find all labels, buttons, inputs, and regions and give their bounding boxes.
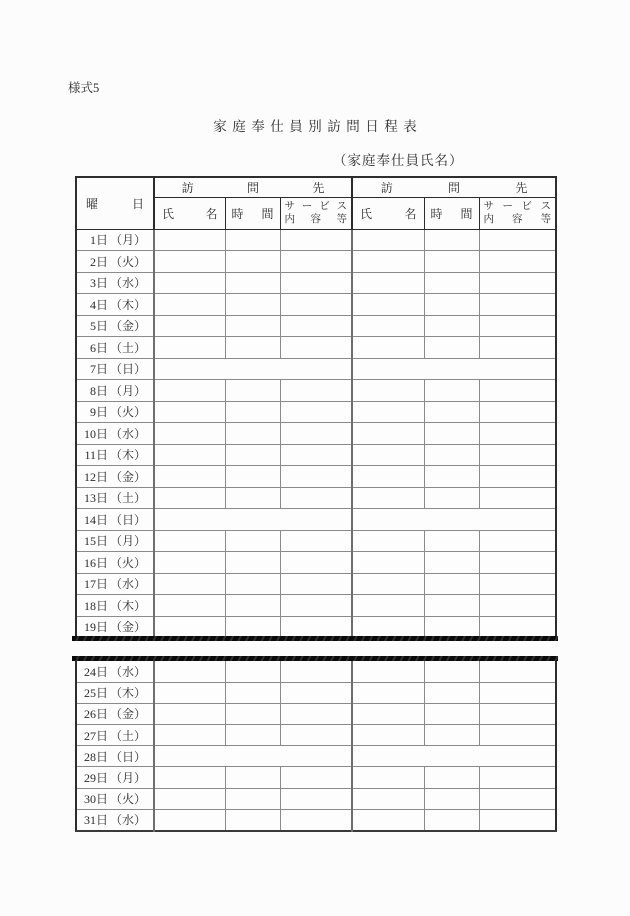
entry-cell (154, 616, 225, 638)
entry-cell (352, 767, 424, 788)
entry-cell (280, 552, 352, 574)
entry-cell-merged (154, 746, 352, 767)
schedule-table-upper (75, 176, 557, 638)
entry-cell (154, 229, 225, 251)
entry-cell (479, 315, 556, 337)
entry-cell (225, 423, 280, 445)
entry-cell (225, 251, 280, 273)
upper-rows (76, 229, 556, 638)
entry-cell (225, 315, 280, 337)
day-number: 5日 (89, 319, 108, 334)
entry-cell (280, 767, 352, 788)
weekday-label: （土） (110, 340, 147, 355)
entry-cell (479, 809, 556, 830)
weekday-label: （金） (110, 620, 147, 635)
service-header-line2: 内 容 等 (284, 214, 348, 225)
schedule-row (76, 380, 556, 402)
entry-cell (479, 682, 556, 703)
entry-cell (225, 661, 280, 682)
entry-cell (352, 294, 424, 316)
day-number: 7日 (89, 362, 108, 377)
day-cell (76, 703, 154, 724)
day-number: 26日 (83, 707, 108, 722)
visit-group-header-1 (154, 177, 352, 197)
weekday-label: （水） (110, 426, 147, 441)
entry-cell (154, 315, 225, 337)
day-cell (76, 466, 154, 488)
entry-cell (479, 229, 556, 251)
entry-cell (424, 573, 479, 595)
schedule-row (76, 682, 556, 703)
weekday-label: （月） (110, 383, 147, 398)
weekday-label: （木） (110, 448, 147, 463)
day-cell (76, 380, 154, 402)
time-header-text: 時 間 (430, 206, 473, 221)
entry-cell (154, 380, 225, 402)
entry-cell (352, 682, 424, 703)
schedule-row (76, 809, 556, 830)
schedule-row (76, 746, 556, 767)
entry-cell (280, 661, 352, 682)
entry-cell (479, 703, 556, 724)
entry-cell (424, 423, 479, 445)
day-cell (76, 337, 154, 359)
day-cell (76, 444, 154, 466)
entry-cell (154, 682, 225, 703)
entry-cell (352, 423, 424, 445)
entry-cell (280, 616, 352, 638)
schedule-row (76, 725, 556, 746)
page-cut-line-top (72, 636, 558, 641)
day-cell (76, 358, 154, 380)
schedule-row (76, 661, 556, 682)
entry-cell (225, 487, 280, 509)
schedule-row (76, 552, 556, 574)
name-column-header-1 (154, 197, 225, 229)
day-cell (76, 725, 154, 746)
schedule-row (76, 423, 556, 445)
entry-cell (479, 294, 556, 316)
entry-cell (154, 423, 225, 445)
time-column-header-2 (424, 197, 479, 229)
entry-cell (225, 725, 280, 746)
entry-cell-merged (154, 509, 352, 531)
entry-cell (479, 401, 556, 423)
name-header-text: 氏 名 (162, 206, 218, 221)
entry-cell (424, 703, 479, 724)
entry-cell (154, 595, 225, 617)
entry-cell (225, 466, 280, 488)
entry-cell (280, 788, 352, 809)
schedule-row (76, 401, 556, 423)
entry-cell (479, 272, 556, 294)
day-number: 6日 (89, 340, 108, 355)
entry-cell (280, 444, 352, 466)
day-number: 8日 (89, 383, 108, 398)
lower-rows (76, 661, 556, 831)
schedule-row (76, 358, 556, 380)
entry-cell (424, 401, 479, 423)
entry-cell (154, 466, 225, 488)
entry-cell (352, 809, 424, 830)
entry-cell (479, 661, 556, 682)
entry-cell (280, 573, 352, 595)
entry-cell (424, 466, 479, 488)
entry-cell (352, 251, 424, 273)
form-number-label: 様式5 (68, 81, 100, 95)
entry-cell (352, 703, 424, 724)
entry-cell (479, 444, 556, 466)
weekday-label: （月） (110, 771, 147, 786)
day-number: 2日 (89, 254, 108, 269)
entry-cell (424, 661, 479, 682)
entry-cell (424, 444, 479, 466)
name-header-text: 氏 名 (360, 206, 417, 221)
visit-group-header-text-2: 訪 問 先 (380, 180, 528, 195)
day-cell (76, 229, 154, 251)
day-cell (76, 682, 154, 703)
entry-cell (154, 552, 225, 574)
entry-cell (424, 725, 479, 746)
entry-cell (154, 530, 225, 552)
weekday-label: （土） (110, 728, 147, 743)
entry-cell (154, 661, 225, 682)
schedule-row (76, 466, 556, 488)
entry-cell (280, 725, 352, 746)
weekday-label: （火） (110, 405, 147, 420)
weekday-label: （木） (110, 297, 147, 312)
entry-cell (424, 294, 479, 316)
entry-cell (280, 229, 352, 251)
day-number: 25日 (83, 686, 108, 701)
entry-cell (479, 767, 556, 788)
entry-cell (479, 573, 556, 595)
weekday-label: （火） (110, 254, 147, 269)
weekday-label: （火） (110, 792, 147, 807)
entry-cell (479, 466, 556, 488)
entry-cell (154, 294, 225, 316)
entry-cell (479, 530, 556, 552)
entry-cell (424, 788, 479, 809)
schedule-row (76, 595, 556, 617)
entry-cell (225, 767, 280, 788)
entry-cell (154, 337, 225, 359)
entry-cell (352, 573, 424, 595)
weekday-label: （日） (110, 749, 147, 764)
weekday-label: （金） (110, 707, 147, 722)
entry-cell (424, 616, 479, 638)
service-column-header-2 (479, 197, 556, 229)
schedule-row (76, 294, 556, 316)
entry-cell (424, 229, 479, 251)
visit-group-header-text-1: 訪 問 先 (181, 180, 325, 195)
entry-cell (225, 595, 280, 617)
schedule-row (76, 703, 556, 724)
day-number: 19日 (83, 620, 108, 635)
day-number: 15日 (83, 534, 108, 549)
service-header-line1: サ ー ビ ス (284, 201, 348, 212)
page-title: 家庭奉仕員別訪問日程表 (213, 119, 423, 134)
schedule-table-lower (75, 661, 557, 832)
entry-cell (225, 616, 280, 638)
schedule-row (76, 337, 556, 359)
schedule-row (76, 767, 556, 788)
entry-cell (424, 315, 479, 337)
weekday-label: （水） (110, 577, 147, 592)
day-number: 16日 (83, 555, 108, 570)
entry-cell (280, 487, 352, 509)
weekday-label: （土） (110, 491, 147, 506)
entry-cell (225, 530, 280, 552)
entry-cell (280, 294, 352, 316)
entry-cell (154, 487, 225, 509)
day-cell (76, 767, 154, 788)
entry-cell (225, 552, 280, 574)
entry-cell-merged (352, 358, 556, 380)
entry-cell (154, 272, 225, 294)
schedule-row (76, 487, 556, 509)
entry-cell (424, 767, 479, 788)
day-cell (76, 251, 154, 273)
entry-cell (424, 595, 479, 617)
day-cell (76, 272, 154, 294)
entry-cell (352, 401, 424, 423)
day-number: 10日 (83, 426, 108, 441)
entry-cell (424, 552, 479, 574)
entry-cell (225, 272, 280, 294)
entry-cell (280, 337, 352, 359)
time-header-text: 時 間 (231, 206, 274, 221)
entry-cell (352, 487, 424, 509)
service-header-line2: 内 容 等 (483, 214, 552, 225)
entry-cell (280, 401, 352, 423)
entry-cell-merged (352, 509, 556, 531)
entry-cell (280, 423, 352, 445)
entry-cell (479, 423, 556, 445)
weekday-label: （日） (110, 362, 147, 377)
day-cell (76, 423, 154, 445)
group-header-row (76, 177, 556, 197)
entry-cell (479, 487, 556, 509)
entry-cell (352, 788, 424, 809)
entry-cell (352, 661, 424, 682)
schedule-row (76, 272, 556, 294)
day-cell (76, 294, 154, 316)
service-header-line1: サ ー ビ ス (483, 201, 552, 212)
entry-cell-merged (352, 746, 556, 767)
entry-cell (479, 616, 556, 638)
entry-cell (424, 809, 479, 830)
day-cell (76, 746, 154, 767)
entry-cell (154, 444, 225, 466)
entry-cell (479, 552, 556, 574)
day-cell (76, 595, 154, 617)
entry-cell (280, 595, 352, 617)
entry-cell (479, 595, 556, 617)
entry-cell (225, 573, 280, 595)
entry-cell (280, 272, 352, 294)
weekday-label: （金） (110, 319, 147, 334)
day-cell (76, 530, 154, 552)
entry-cell (280, 251, 352, 273)
day-number: 28日 (83, 749, 108, 764)
weekday-label: （木） (110, 686, 147, 701)
entry-cell (352, 337, 424, 359)
weekday-label: （月） (110, 534, 147, 549)
day-cell (76, 315, 154, 337)
day-number: 3日 (89, 276, 108, 291)
entry-cell (352, 272, 424, 294)
schedule-row (76, 788, 556, 809)
weekday-label: （木） (110, 598, 147, 613)
day-number: 18日 (83, 598, 108, 613)
entry-cell (225, 337, 280, 359)
entry-cell (280, 809, 352, 830)
weekday-label: （水） (110, 276, 147, 291)
entry-cell (154, 809, 225, 830)
entry-cell (479, 380, 556, 402)
day-number: 1日 (89, 233, 108, 248)
entry-cell (154, 703, 225, 724)
entry-cell (225, 229, 280, 251)
weekday-label: （火） (110, 555, 147, 570)
entry-cell (154, 251, 225, 273)
entry-cell (424, 272, 479, 294)
entry-cell (280, 380, 352, 402)
day-number: 12日 (83, 469, 108, 484)
table-header (76, 177, 556, 229)
day-cell (76, 809, 154, 830)
day-cell (76, 509, 154, 531)
helper-name-label: （家庭奉仕員氏名） (333, 153, 464, 168)
entry-cell (424, 251, 479, 273)
entry-cell (424, 487, 479, 509)
schedule-row (76, 616, 556, 638)
day-header-text: 曜 日 (86, 196, 144, 211)
entry-cell (479, 251, 556, 273)
time-column-header-1 (225, 197, 280, 229)
entry-cell (352, 616, 424, 638)
entry-cell (352, 552, 424, 574)
entry-cell (225, 682, 280, 703)
service-column-header-1 (280, 197, 352, 229)
day-cell (76, 616, 154, 638)
entry-cell (280, 466, 352, 488)
entry-cell (479, 725, 556, 746)
entry-cell (280, 530, 352, 552)
day-number: 17日 (83, 577, 108, 592)
day-number: 30日 (83, 792, 108, 807)
entry-cell (280, 703, 352, 724)
schedule-row (76, 509, 556, 531)
entry-cell (225, 294, 280, 316)
entry-cell (352, 466, 424, 488)
day-column-header (76, 177, 154, 229)
entry-cell (424, 530, 479, 552)
entry-cell (225, 401, 280, 423)
day-number: 27日 (83, 728, 108, 743)
weekday-label: （金） (110, 469, 147, 484)
entry-cell (154, 573, 225, 595)
entry-cell (225, 809, 280, 830)
entry-cell (225, 444, 280, 466)
day-number: 29日 (83, 771, 108, 786)
entry-cell (352, 530, 424, 552)
day-number: 31日 (83, 813, 108, 828)
visit-group-header-2 (352, 177, 556, 197)
entry-cell (280, 315, 352, 337)
entry-cell (280, 682, 352, 703)
day-cell (76, 661, 154, 682)
day-number: 24日 (83, 664, 108, 679)
entry-cell (424, 337, 479, 359)
entry-cell (154, 767, 225, 788)
entry-cell (225, 703, 280, 724)
schedule-row (76, 251, 556, 273)
schedule-row (76, 444, 556, 466)
day-number: 13日 (83, 491, 108, 506)
entry-cell (154, 401, 225, 423)
day-number: 9日 (89, 405, 108, 420)
entry-cell (352, 444, 424, 466)
entry-cell (225, 788, 280, 809)
weekday-label: （日） (110, 512, 147, 527)
schedule-row (76, 315, 556, 337)
weekday-label: （水） (110, 664, 147, 679)
day-cell (76, 552, 154, 574)
weekday-label: （月） (110, 233, 147, 248)
day-cell (76, 788, 154, 809)
entry-cell (424, 380, 479, 402)
entry-cell-merged (154, 358, 352, 380)
entry-cell (352, 595, 424, 617)
day-number: 4日 (89, 297, 108, 312)
entry-cell (424, 682, 479, 703)
day-cell (76, 573, 154, 595)
day-cell (76, 401, 154, 423)
entry-cell (352, 380, 424, 402)
day-number: 11日 (84, 448, 108, 463)
entry-cell (154, 725, 225, 746)
entry-cell (479, 788, 556, 809)
schedule-row (76, 530, 556, 552)
schedule-row (76, 573, 556, 595)
entry-cell (352, 725, 424, 746)
day-cell (76, 487, 154, 509)
name-column-header-2 (352, 197, 424, 229)
entry-cell (352, 315, 424, 337)
weekday-label: （水） (110, 813, 147, 828)
day-number: 14日 (83, 512, 108, 527)
schedule-row (76, 229, 556, 251)
entry-cell (225, 380, 280, 402)
entry-cell (352, 229, 424, 251)
entry-cell (154, 788, 225, 809)
entry-cell (479, 337, 556, 359)
